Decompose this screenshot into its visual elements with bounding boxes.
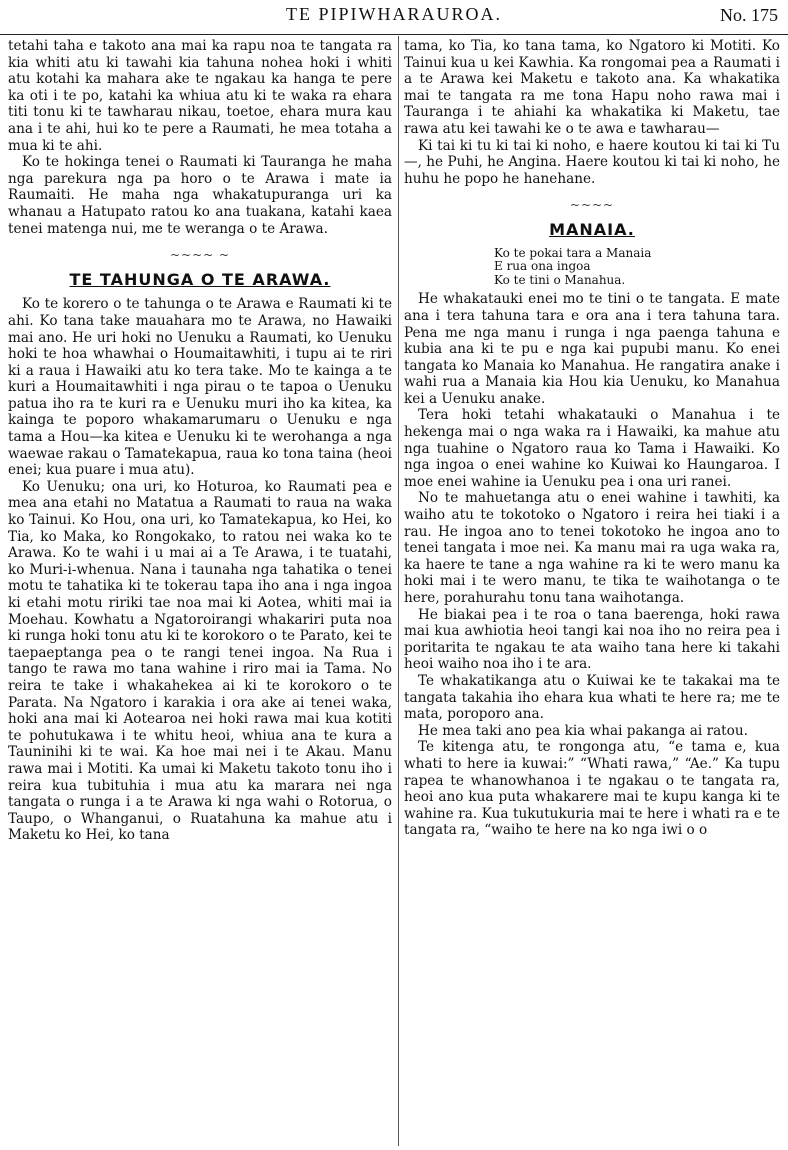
section-heading: TE TAHUNGA O TE ARAWA. <box>69 269 331 289</box>
paragraph: Ki tai ki tu ki tai ki noho, e haere koutou ki tai ki Tu—, he Puhi, he Angina. Haere koutou ki tai ki noho, he huhu he popo he hanehane. <box>404 137 780 187</box>
verse-line: Ko te tini o Manahua. <box>494 272 626 287</box>
paragraph: Te whakatikanga atu o Kuiwai ke te takakai ma te tangata takahia iho ehara kua whati te here ra; me te mata, poroporo ana. <box>404 672 780 723</box>
right-column <box>404 38 780 1150</box>
paragraph: Tera hoki tetahi whakatauki o Manahua i te hekenga mai o nga waka ra i Hawaiki, ka mahue atu nga tuahine o Ngatoro raua ko Tama i Hawaiki. Ko nga ingoa o enei wahine ko Kuiwai ko Haungaroa. I moe enei wahine ia Uenuku pea i ona uri ranei. <box>404 407 780 490</box>
section-ornament: ~~~~ <box>569 198 615 213</box>
section-heading: MANAIA. <box>549 219 635 239</box>
newspaper-title: TE PIPIWHARAUROA. <box>286 4 502 24</box>
paragraph: No te mahuetanga atu o enei wahine i tawhiti, ka waiho atu te tokotoko o Ngatoro i reira hei tiaki i a rau. He ingoa ano to tenei tokotoko he ingoa ano to tenei tangata i moe nei. Ka manu mai ra uga waka ra, ka haere te tane a nga wahine ra ki te wero manu ka hoki mai i te wero manu, te tika te waihotanga o te here, porahurahu tonu tana waihotanga. <box>404 490 780 606</box>
paragraph: tetahi taha e takoto ana mai ka rapu noa te tangata ra kia whiti atu ki tawahi kia tahuna nohea hoki i whiti atu kotahi ka mahara ake te ngakau ka hanga te pere ka oti i te po, katahi ka whiua atu ki te waka ra ehara titi tonu ki te tawharau nikau, toetoe, ehara mura kau ana i te ahi, hui ko te pere a Raumati, he mea totaha a mua ki te ahi. <box>8 38 392 154</box>
verse-line: Ko te pokai tara a Manaia <box>494 245 652 260</box>
paragraph: He biakai pea i te roa o tana baerenga, hoki rawa mai kua awhiotia heoi tangi kai noa iho no reira pea i poritarita te ngakau te ata waiho tana here ki takahi heoi waiho noa iho i te ara. <box>404 606 780 673</box>
left-column <box>8 38 392 1150</box>
paragraph: He mea taki ano pea kia whai pakanga ai ratou. <box>418 722 748 739</box>
column-divider <box>398 36 399 1146</box>
page-header <box>0 0 788 35</box>
page-number: No. 175 <box>720 5 778 25</box>
paragraph: Ko Uenuku; ona uri, ko Hoturoa, ko Raumati pea e mea ana etahi no Matatua a Raumati to raua na waka ko Tainui. Ko Hou, ona uri, ko Tamatekapua, ko Hei, ko Tia, ko Maka, ko Rongokako, to ratou nei waka ko te Arawa. Ko te wahi i u mai ai a Te Arawa, i te tuatahi, ko Muri-i-whenua. Nana i taunaha nga tahatika o tenei motu te tahatika ki te tokerau tapa iho ana i nga ingoa ki etahi motu ririki tae noa mai ki Aotea, whiti mai ia Moehau. Kowhatu a Ngatoroirangi whakariri puta noa ki runga hoki tonu atu ki te korokoro o te Parato, kei te taepaeptanga pea o te rangi tenei ingoa. Na Rua i tango te rawa mo tana wahine i riro mai ia Tama. No reira te take i whakahekea ai ki te korokoro o te Parata. Na Ngatoro i karakia i ora ake ai tenei waka, hoki ana mai ki Aotearoa nei hoki rawa mai kua kotiti te pohutukawa i te whitu heoi, whiua ana te kura a Tauninihi ki te wai. Ka hoe mai nei i te Akau. Manu rawa mai i Motiti. Ka umai ki Maketu takoto tonu iho i reira kua tubituhia i mua atu ka marara nei nga tangata o runga i a te Arawa ki nga wahi o Rotorua, o Taupo, o Whanganui, o Ruatahuna ka mahue atu i Maketu ko Hei, ko tana <box>8 478 392 844</box>
paragraph: Ko te hokinga tenei o Raumati ki Tauranga he maha nga parekura nga pa horo o te Arawa i mate ia Raumaiti. He maha nga whakatupuranga uri ka whanau a Hatupato ratou ko ana tuakana, katahi kaea tenei matenga nui, me te weranga o te Arawa. <box>8 154 392 237</box>
paragraph: Te kitenga atu, te rongonga atu, “e tama e, kua whati to here ia kuwai:” “Whati rawa,” “Ae.” Ka tupu rapea te whanowhanoa i te ngakau o te tangata ra, heoi ano kua puta whakarere mai te kupu kanga ki te wahine ra. Kua tukutukuria mai te here i whati ra e te tangata ra, “waiho te here na ko nga iwi o o <box>404 739 780 839</box>
paragraph: He whakatauki enei mo te tini o te tangata. E mate ana i tera tahuna tara e ora ana i tera tahuna tara. Pena me nga manu i runga i nga paenga tahuna e kubia ana ki te pu e nga kai pupubi manu. Ko enei tangata ko Manaia ko Manahua. He rangatira anake i wahi rua a Manaia kia Hou kia Uenuku, ko Manahua kei a Uenuku anake. <box>404 291 780 407</box>
paragraph: Ko te korero o te tahunga o te Arawa e Raumati ki te ahi. Ko tana take mauahara mo te Arawa, no Hawaiki mai ano. He uri hoki no Uenuku a Raumati, ko Uenuku hoki te hoa whawhai o Houmaitawhiti, i tupu ai te riri ki a raua i Hawaiki atu ko tera take. Mo te kainga a te kuri a Houmaitawhiti i nga pirau o te tapoa o Uenuku patua iho ra te kuri ra e Uenuku muri iho ka kitea, ka kainga te poporo whakamarumaru o Uenuku e nga tama a Hou—ka kitea e Uenuku ki te werohanga a nga waewae rakau o Tamatekapua, raua ko tona taina (heoi enei; kua puare i mua atu). <box>8 296 392 479</box>
verse-line: E rua ona ingoa <box>494 259 591 274</box>
section-ornament: ~~~~ ~ <box>169 248 231 263</box>
proverb-verse <box>404 247 780 288</box>
paragraph: tama, ko Tia, ko tana tama, ko Ngatoro ki Motiti. Ko Tainui kua u kei Kawhia. Ka rongomai pea a Raumati i a te Arawa kei Maketu e takoto ana. Ka whakatika mai te tangata ra me tona Hapu noho rawa mai i Tauranga i te ahiahi ka whakatika ki Maketu, tae rawa atu kei tawahi ke o te awa e tawharau— <box>404 38 780 137</box>
